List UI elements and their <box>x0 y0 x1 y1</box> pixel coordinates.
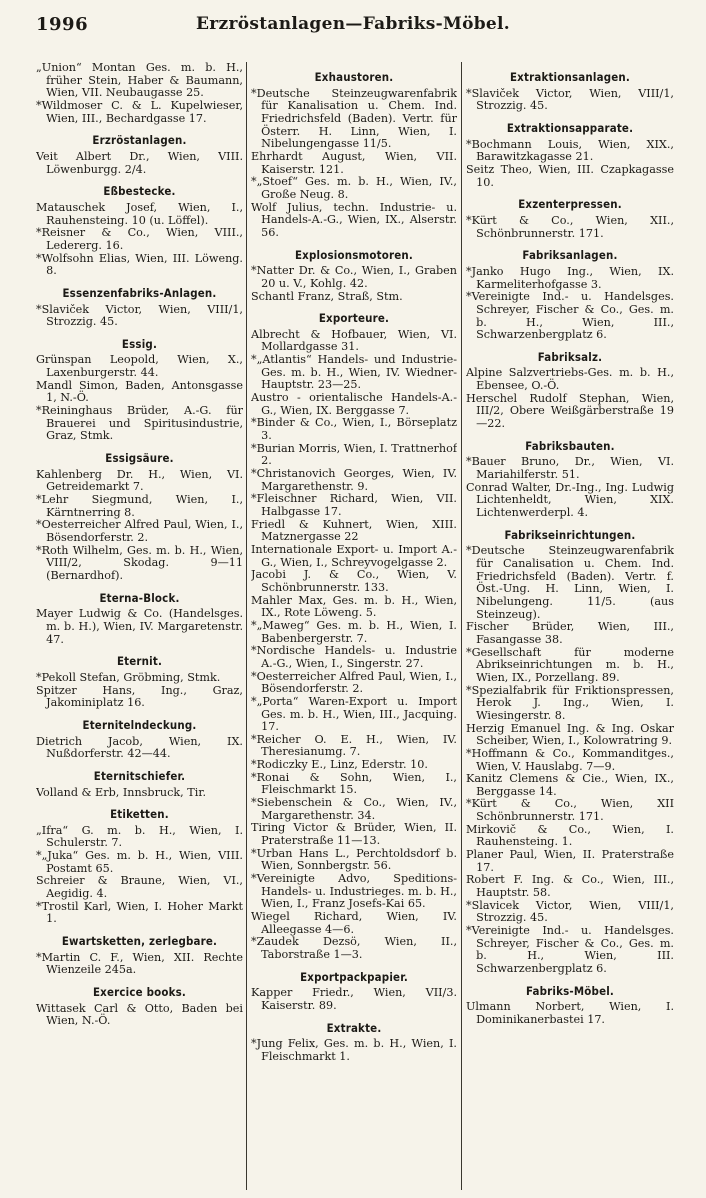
column-3 <box>466 62 674 1190</box>
directory-entry: Friedl & Kuhnert, Wien, XIII. Matznergasse 22 <box>251 517 457 544</box>
directory-entry: *Reininghaus Brüder, A.-G. für Brauerei und Spiritusindustrie, Graz, Stmk. <box>36 404 243 443</box>
section-heading: Eternitelndeckung. <box>82 717 197 732</box>
directory-entry: *Christanovich Georges, Wien, IV. Margarethenstr. 9. <box>251 467 457 493</box>
directory-entry: *Pekoll Stefan, Gröbming, Stmk. <box>36 670 221 684</box>
directory-entry: *Oesterreicher Alfred Paul, Wien, I., Bösendorferstr. 2. <box>251 669 457 696</box>
directory-entry: Ulmann Norbert, Wien, I. Dominikanerbastei 17. <box>466 1000 674 1026</box>
directory-entry: *Bauer Bruno, Dr., Wien, VI. Mariahilferstr. 51. <box>466 455 674 482</box>
directory-entry: *Siebenschein & Co., Wien, IV., Margarethenstr. 34. <box>251 796 457 822</box>
directory-entry: Dietrich Jacob, Wien, IX. Nußdorferstr. 42—44. <box>36 734 243 761</box>
directory-entry: *Bochmann Louis, Wien, XIX., Barawitzkagasse 21. <box>466 137 674 164</box>
section-heading: Extrakte. <box>326 1020 382 1035</box>
directory-entry: *Fleischner Richard, Wien, VII. Halbgasse 17. <box>251 492 457 518</box>
page-number: 1996 <box>36 14 89 35</box>
section-heading: Explosionsmotoren. <box>294 247 413 262</box>
directory-entry: Albrecht & Hofbauer, Wien, VI. Mollardgasse 31. <box>251 327 457 354</box>
section-heading: Fabriksalz. <box>537 349 603 364</box>
directory-entry: *Spezialfabrik für Friktionspressen, Herok J. Ing., Wien, I. Wiesingerstr. 8. <box>466 683 674 722</box>
directory-entry: Volland & Erb, Innsbruck, Tir. <box>36 785 206 799</box>
directory-entry: *Roth Wilhelm, Ges. m. b. H., Wien, VIII/2, Skodag. 9—11 (Bernardhof). <box>36 543 243 582</box>
section-heading: Erzröstanlagen. <box>92 133 187 148</box>
directory-entry: Herschel Rudolf Stephan, Wien, III/2, Obere Weißgärberstraße 19—22. <box>466 391 674 431</box>
directory-entry: Matauschek Josef, Wien, I., Rauhensteing. 10 (u. Löffel). <box>36 200 243 227</box>
directory-entry: Internationale Export- u. Import A.-G., Wien, I., Schreyvogelgasse 2. <box>251 542 457 569</box>
directory-entry: Wolf Julius, techn. Industrie- u. Handels-A.-G., Wien, IX., Alserstr. 56. <box>251 200 457 239</box>
section-heading: Essig. <box>121 336 158 351</box>
directory-entry: *Gesellschaft für moderne Abrikseinrichtungen m. b. H., Wien, IX., Porzellang. 89. <box>466 645 674 684</box>
directory-entry: Tiring Victor & Brüder, Wien, II. Praterstraße 11—13. <box>251 821 457 848</box>
directory-entry: *Slaviček Victor, Wien, VIII/1, Strozzig. 45. <box>36 302 243 329</box>
directory-entry: Spitzer Hans, Ing., Graz, Jakominiplatz 16. <box>36 683 243 710</box>
directory-entry: *Reisner & Co., Wien, VIII., Ledererg. 16. <box>36 226 243 252</box>
section-heading: Fabrikseinrichtungen. <box>504 527 636 542</box>
directory-entry: *„Atlantis“ Handels- und Industrie-Ges. m. b. H., Wien, IV. Wiedner-Hauptstr. 23—25. <box>251 353 457 392</box>
directory-entry: Robert F. Ing. & Co., Wien, III., Hauptstr. 58. <box>466 873 674 900</box>
directory-entry: Schreier & Braune, Wien, VI., Aegidig. 4. <box>36 874 243 901</box>
directory-entry: „Union“ Montan Ges. m. b. H., früher Stein, Haber & Baumann, Wien, VII. Neubaugasse 25. <box>36 62 243 100</box>
directory-entry: *Slaviček Victor, Wien, VIII/1, Strozzig. 45. <box>466 86 674 113</box>
page-header <box>0 14 706 40</box>
section-heading: Extraktionsapparate. <box>506 120 634 135</box>
column-1 <box>36 62 243 1190</box>
directory-entry: *Janko Hugo Ing., Wien, IX. Karmeliterhofgasse 3. <box>466 264 674 291</box>
directory-entry: Wittasek Carl & Otto, Baden bei Wien, N.-Ö. <box>36 1001 243 1028</box>
directory-entry: Seitz Theo, Wien, III. Czapkagasse 10. <box>466 162 674 189</box>
directory-entry: Fischer Brüder, Wien, III., Fasangasse 38. <box>466 620 674 646</box>
section-heading: Etiketten. <box>110 807 169 822</box>
directory-entry: *Oesterreicher Alfred Paul, Wien, I., Bösendorferstr. 2. <box>36 518 243 544</box>
directory-entry: Kapper Friedr., Wien, VII/3. Kaiserstr. 89. <box>251 986 457 1012</box>
directory-entry: *Urban Hans L., Perchtoldsdorf b. Wien, Sonnbergstr. 56. <box>251 846 457 873</box>
section-heading: Ewartsketten, zerlegbare. <box>61 934 218 949</box>
directory-entry: *„Stoef“ Ges. m. b. H., Wien, IV., Große Neug. 8. <box>251 175 457 201</box>
column-divider <box>246 62 247 1190</box>
directory-entry: *Zaudek Dezsö, Wien, II., Taborstraße 1—3. <box>251 935 457 961</box>
directory-entry: Ehrhardt August, Wien, VII. Kaiserstr. 121. <box>251 149 457 176</box>
directory-entry: Conrad Walter, Dr.-Ing., Ing. Ludwig Lichtenheldt, Wien, XIX. Lichtenwerderpl. 4. <box>466 480 674 520</box>
directory-entry: *Burian Morris, Wien, I. Trattnerhof 2. <box>251 441 457 468</box>
directory-entry: *„Juka“ Ges. m. b. H., Wien, VIII. Postamt 65. <box>36 849 243 875</box>
directory-entry: Kanitz Clemens & Cie., Wien, IX., Berggasse 14. <box>466 772 674 798</box>
directory-entry: Mayer Ludwig & Co. (Handelsges. m. b. H.), Wien, IV. Margaretenstr. 47. <box>36 607 243 646</box>
directory-entry: *Binder & Co., Wien, I., Börseplatz 3. <box>251 416 457 443</box>
directory-entry: *Vereinigte Ind.- u. Handelsges. Schreyer, Fischer & Co., Ges. m. b. H., Wien, III. Schwarzenbergplatz 6. <box>466 924 674 975</box>
running-title: Erzröstanlagen—Fabriks-Möbel. <box>196 14 510 34</box>
directory-entry: Mandl Simon, Baden, Antonsgasse 1, N.-Ö. <box>36 378 243 405</box>
section-heading: Exzenterpressen. <box>518 197 622 212</box>
directory-entry: Austro - orientalische Handels-A.-G., Wien, IX. Berggasse 7. <box>251 391 457 417</box>
section-heading: Fabriksbauten. <box>525 438 615 453</box>
directory-entry: Mirkovič & Co., Wien, I. Rauhensteing. 1. <box>466 822 674 849</box>
directory-entry: Wiegel Richard, Wien, IV. Alleegasse 4—6. <box>251 910 457 936</box>
directory-entry: *Rodiczky E., Linz, Ederstr. 10. <box>251 758 428 772</box>
section-heading: Essigsäure. <box>105 451 174 466</box>
directory-entry: *Vereinigte Ind.- u. Handelsges. Schreyer, Fischer & Co., Ges. m. b. H., Wien, III., Schwarzenbergplatz 6. <box>466 290 674 342</box>
directory-entry: *Slavicek Victor, Wien, VIII/1, Strozzig. 45. <box>466 898 674 925</box>
section-heading: Exhaustoren. <box>314 70 394 84</box>
directory-entry: *Deutsche Steinzeugwarenfabrik für Kanalisation u. Chem. Ind. Friedrichsfeld (Baden). Vertr. für Österr. H. Linn, Wien, I. Nibelungengasse 11/5. <box>251 86 457 151</box>
directory-entry: *Nordische Handels- u. Industrie A.-G., Wien, I., Singerstr. 27. <box>251 644 457 670</box>
directory-entry: Mahler Max, Ges. m. b. H., Wien, IX., Rote Löweng. 5. <box>251 593 457 620</box>
section-heading: Fabriks-Möbel. <box>525 983 615 998</box>
directory-entry: Jacobi J. & Co., Wien, V. Schönbrunnerstr. 133. <box>251 568 457 594</box>
section-heading: Essenzenfabriks-Anlagen. <box>62 285 217 300</box>
directory-entry: *Hoffmann & Co., Kommanditges., Wien, V. Hauslabg. 7—9. <box>466 746 674 773</box>
directory-entry: *Wildmoser C. & L. Kupelwieser, Wien, III., Bechardgasse 17. <box>36 98 243 125</box>
section-heading: Eternit. <box>116 654 163 669</box>
section-heading: Eterna-Block. <box>99 590 180 605</box>
directory-entry: *Kürt & Co., Wien, XII., Schönbrunnerstr. 171. <box>466 213 674 240</box>
directory-entry: *Wolfsohn Elias, Wien, III. Löweng. 8. <box>36 251 243 278</box>
section-heading: Eßbestecke. <box>103 184 176 199</box>
directory-entry: Schantl Franz, Straß, Stm. <box>251 289 403 303</box>
directory-entry: Herzig Emanuel Ing. & Ing. Oskar Scheiber, Wien, I., Kolowratring 9. <box>466 721 674 748</box>
directory-entry: „Ifra“ G. m. b. H., Wien, I. Schulerstr. 7. <box>36 823 243 850</box>
directory-entry: *Lehr Siegmund, Wien, I., Kärntnerring 8. <box>36 493 243 519</box>
directory-entry: Planer Paul, Wien, II. Praterstraße 17. <box>466 848 674 874</box>
directory-entry: *Ronai & Sohn, Wien, I., Fleischmarkt 15. <box>251 770 457 797</box>
section-heading: Exercice books. <box>92 985 187 1000</box>
section-heading: Eternitschiefer. <box>93 768 186 783</box>
directory-entry: *„Porta“ Waren-Export u. Import Ges. m. b. H., Wien, III., Jacquing. 17. <box>251 694 457 734</box>
section-heading: Exportpackpapier. <box>300 969 408 984</box>
column-divider <box>461 62 462 1190</box>
column-2 <box>251 62 457 1190</box>
section-heading: Extraktionsanlagen. <box>509 70 631 84</box>
directory-entry: *Deutsche Steinzeugwarenfabrik für Canalisation u. Chem. Ind. Friedrichsfeld (Baden). Vertr. f. Öst.-Ung. H. Linn, Wien, I. Nibelungeng. 11/5. (aus Steinzeug). <box>466 544 674 621</box>
directory-entry: Kahlenberg Dr. H., Wien, VI. Getreidemarkt 7. <box>36 467 243 494</box>
directory-entry: *„Maweg“ Ges. m. b. H., Wien, I. Babenbergerstr. 7. <box>251 618 457 645</box>
directory-entry: Grünspan Leopold, Wien, X., Laxenburgerstr. 44. <box>36 353 243 380</box>
directory-entry: *Trostil Karl, Wien, I. Hoher Markt 1. <box>36 899 243 926</box>
directory-entry: *Natter Dr. & Co., Wien, I., Graben 20 u. V., Kohlg. 42. <box>251 264 457 290</box>
directory-entry: *Martin C. F., Wien, XII. Rechte Wienzeile 245a. <box>36 950 243 977</box>
directory-entry: Alpine Salzvertriebs-Ges. m. b. H., Ebensee, O.-Ö. <box>466 366 674 393</box>
section-heading: Fabriksanlagen. <box>522 248 618 263</box>
directory-entry: *Vereinigte Advo, Speditions-Handels- u. Industrieges. m. b. H., Wien, I., Franz Josefs-Kai 65. <box>251 872 457 911</box>
directory-entry: *Kürt & Co., Wien, XII Schönbrunnerstr. 171. <box>466 797 674 824</box>
directory-entry: *Reicher O. E. H., Wien, IV. Theresianumg. 7. <box>251 732 457 759</box>
section-heading: Exporteure. <box>318 311 390 326</box>
directory-entry: Veit Albert Dr., Wien, VIII. Löwenburgg. 2/4. <box>36 149 243 176</box>
directory-entry: *Jung Felix, Ges. m. b. H., Wien, I. Fleischmarkt 1. <box>251 1037 457 1063</box>
